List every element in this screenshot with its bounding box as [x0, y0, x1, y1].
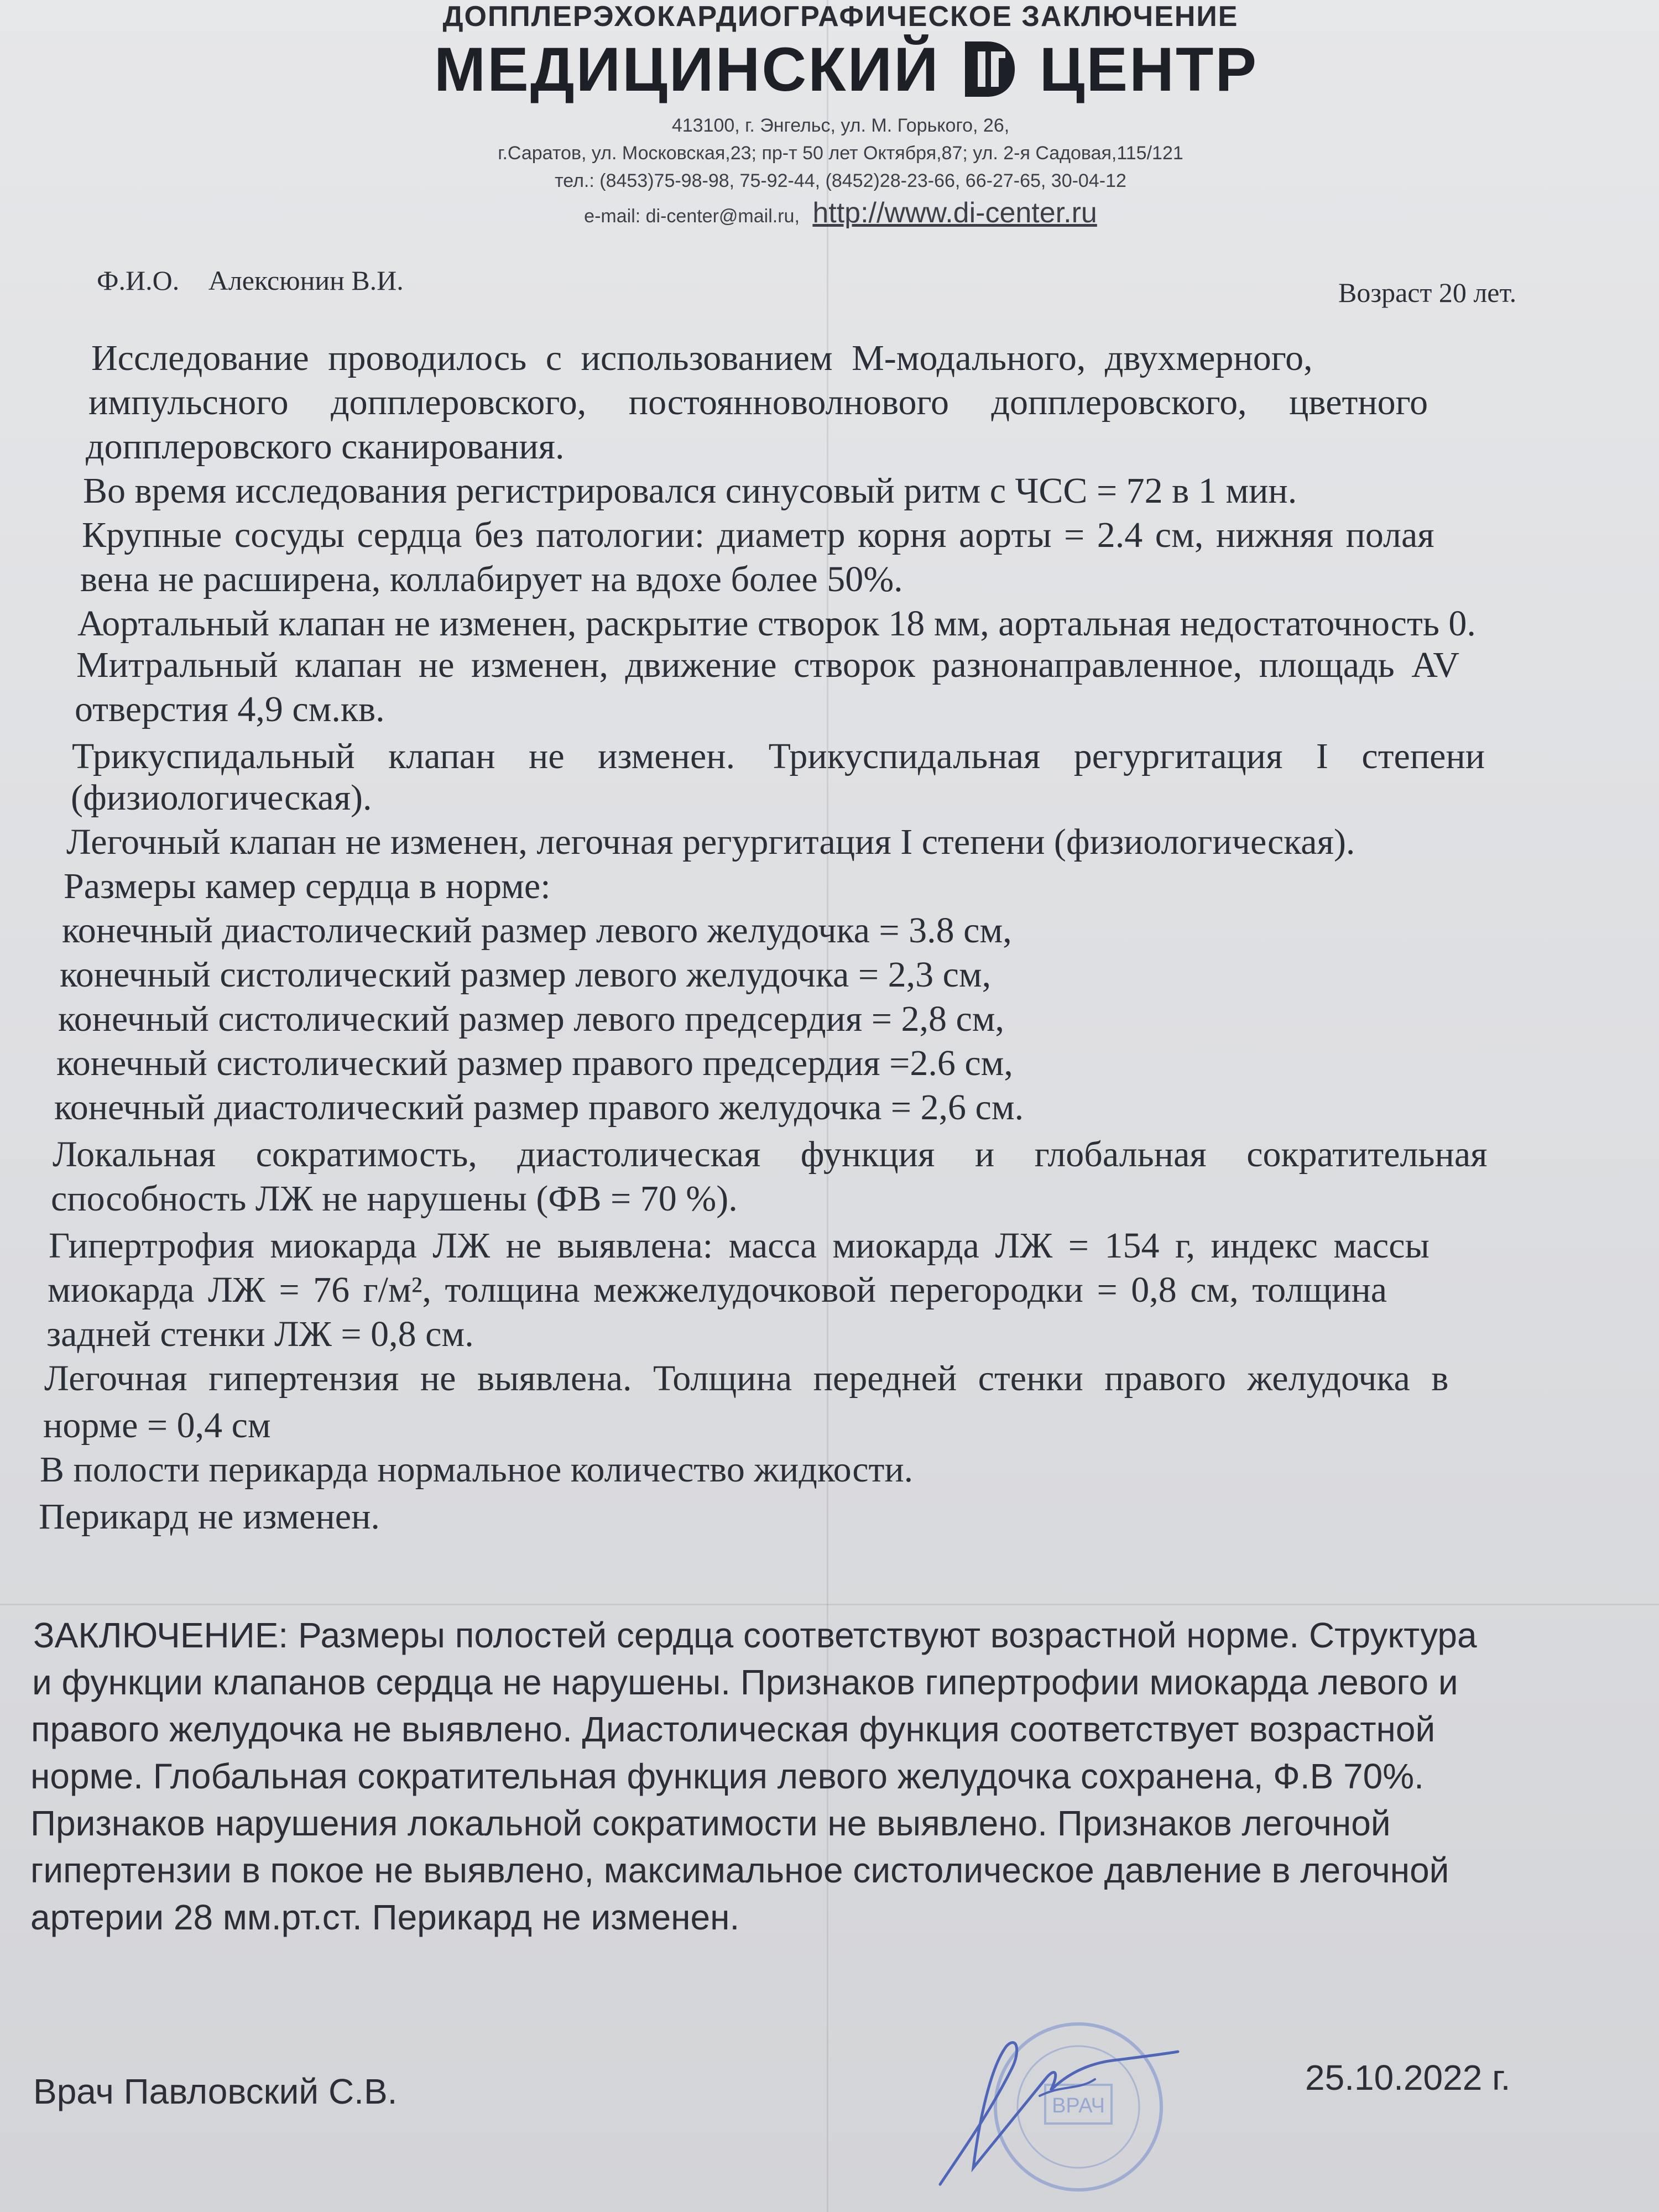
body-line: допплеровского сканирования. [86, 426, 565, 467]
patient-age: Возраст 20 лет. [1338, 277, 1517, 308]
conclusion-line: норме. Глобальная сократительная функция левого желудочка сохранена, Ф.В 70%. [30, 1756, 1424, 1796]
body-line: Гипертрофия миокарда ЛЖ не выявлена: масса миокарда ЛЖ = 154 г, индекс массы [49, 1225, 1430, 1266]
body-line: конечный систолический размер левого желудочка = 2,3 см, [60, 954, 992, 995]
body-line: импульсного допплеровского, постоянноволнового допплеровского, цветного [88, 382, 1428, 422]
conclusion-line: артерии 28 мм.рт.ст. Перикард не изменен. [30, 1897, 740, 1937]
conclusion-line: гипертензии в покое не выявлено, максимальное систолическое давление в легочной [30, 1850, 1449, 1890]
address-line-1: 413100, г. Энгельс, ул. М. Горького, 26, [671, 115, 1010, 136]
contact-line [343, 196, 1338, 229]
patient-name-label: Ф.И.О. [97, 265, 180, 296]
body-line: конечный систолический размер левого предсердия = 2,8 см, [58, 999, 1005, 1039]
document-type: ДОППЛЕРЭХОКАРДИОГРАФИЧЕСКОЕ ЗАКЛЮЧЕНИЕ [442, 1, 1239, 33]
stamp-icon [929, 2002, 1183, 2212]
phones: тел.: (8453)75-98-98, 75-92-44, (8452)28-23-66, 66-27-65, 30-04-12 [555, 170, 1126, 191]
body-line: Аортальный клапан не изменен, раскрытие створок 18 мм, аортальная недостаточность 0. [77, 603, 1476, 644]
body-line: Размеры камер сердца в норме: [64, 866, 551, 906]
body-line: В полости перикарда нормальное количество жидкости. [40, 1449, 914, 1490]
body-line-1-text: Исследование проводилось с использованием М-модального, двухмерного, [91, 338, 1313, 378]
body-line: конечный диастолический размер правого желудочка = 2,6 см. [54, 1087, 1024, 1128]
brand-right: ЦЕНТР [1039, 34, 1259, 104]
signature-date: 25.10.2022 г. [1305, 2058, 1511, 2098]
body-line: Легочный клапан не изменен, легочная регургитация I степени (физиологическая). [66, 822, 1355, 862]
brand-left: МЕДИЦИНСКИЙ [434, 34, 940, 104]
stamp-text: ВРАЧ [1052, 2094, 1105, 2117]
conclusion-line: Признаков нарушения локальной сократимости не выявлено. Признаков легочной [30, 1803, 1391, 1843]
body-line: норме = 0,4 см [43, 1405, 271, 1446]
patient-name: Алексюнин В.И. [208, 265, 404, 296]
body-line: Митральный клапан не изменен, движение створок разнонаправленное, площадь AV [76, 645, 1460, 685]
body-line: миокарда ЛЖ = 76 г/м², толщина межжелудочковой перегородки = 0,8 см, толщина [48, 1270, 1387, 1310]
body-line: (физиологическая). [71, 778, 372, 818]
body-line: конечный диастолический размер левого желудочка = 3.8 см, [62, 910, 1012, 951]
email: e-mail: di-center@mail.ru, [584, 206, 800, 227]
patient-name-row [97, 264, 404, 296]
di-logo-icon [957, 36, 1023, 102]
body-line: Локальная сократимость, диастолическая функция и глобальная сократительная [53, 1134, 1488, 1175]
body-line: способность ЛЖ не нарушены (ФВ = 70 %). [51, 1178, 738, 1219]
conclusion-line: ЗАКЛЮЧЕНИЕ: Размеры полостей сердца соответствуют возрастной норме. Структура [33, 1615, 1477, 1655]
body-line: вена не расширена, коллабирует на вдохе более 50%. [80, 559, 903, 599]
body-line: Легочная гипертензия не выявлена. Толщина передней стенки правого желудочка в [44, 1358, 1449, 1399]
brand-title [404, 33, 1288, 105]
conclusion-line: правого желудочка не выявлено. Диастолическая функция соответствует возрастной [31, 1709, 1436, 1749]
doctor-signature-line: Врач Павловский С.В. [33, 2072, 398, 2111]
body-line: Трикуспидальный клапан не изменен. Трикуспидальная регургитация I степени [72, 736, 1485, 776]
body-line: конечный систолический размер правого предсердия =2.6 см, [56, 1043, 1013, 1083]
body-line-1 [91, 337, 1584, 379]
fold-line [0, 1604, 1659, 1605]
body-line: отверстия 4,9 см.кв. [75, 689, 385, 729]
body-line: Во время исследования регистрировался синусовый ритм с ЧСС = 72 в 1 мин. [83, 471, 1297, 511]
body-line: Крупные сосуды сердца без патологии: диаметр корня аорты = 2.4 см, нижняя полая [82, 515, 1434, 555]
website-link[interactable]: http://www.di-center.ru [812, 197, 1097, 229]
body-line: задней стенки ЛЖ = 0,8 см. [46, 1314, 474, 1354]
conclusion-line: и функции клапанов сердца не нарушены. Признаков гипертрофии миокарда левого и [32, 1662, 1458, 1702]
body-line: Перикард не изменен. [39, 1496, 380, 1537]
address-line-2: г.Саратов, ул. Московская,23; пр-т 50 лет Октября,87; ул. 2-я Садовая,115/121 [498, 143, 1183, 164]
